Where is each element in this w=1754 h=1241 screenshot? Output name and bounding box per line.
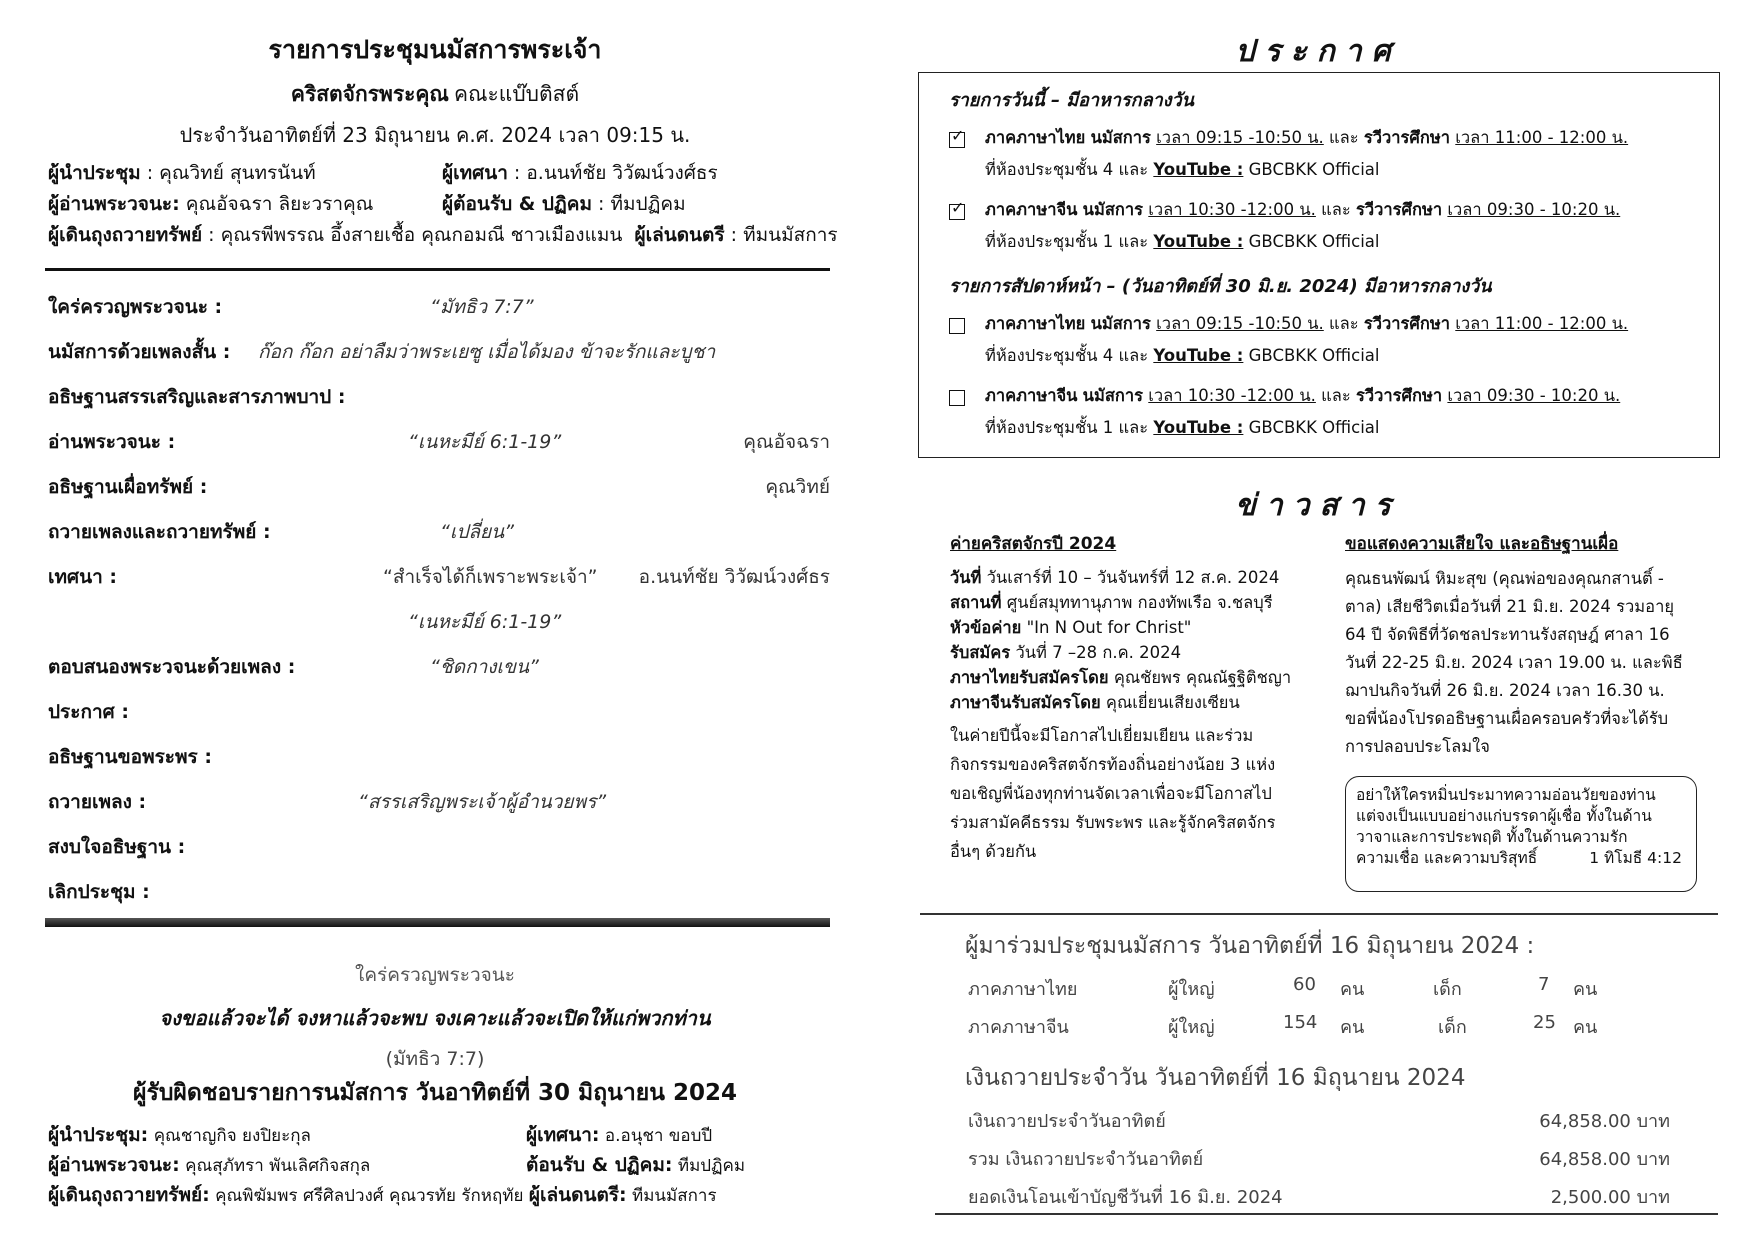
program-row: ใคร่ครวญพระวจนะ : “มัทธิว 7:7” <box>48 296 534 318</box>
schedule-box <box>918 72 1720 458</box>
next-week-schedule-title: รายการสัปดาห์หน้า – (วันอาทิตย์ที่ 30 มิ.ย. 2024) มีอาหารกลางวัน <box>949 276 1492 297</box>
schedule-item: ภาคภาษาจีน นมัสการ เวลา 10:30 -12:00 น. และ รวีวารศึกษา เวลา 09:30 - 10:20 น. ที่ห้องประชุมชั้น 1 และ YouTube : GBCBKK Official <box>949 383 1709 443</box>
offering-row: รวม เงินถวายประจำวันอาทิตย์ 64,858.00 บาท <box>968 1149 1670 1170</box>
thick-divider <box>45 918 830 927</box>
attendance-title: ผู้มาร่วมประชุมนมัสการ วันอาทิตย์ที่ 16 มิถุนายน 2024 : <box>965 933 1535 959</box>
camp-detail: รับสมัคร วันที่ 7 –28 ก.ค. 2024 <box>950 643 1182 662</box>
next-week-title: ผู้รับผิดชอบรายการนมัสการ วันอาทิตย์ที่ 30 มิถุนายน 2024 <box>133 1080 737 1106</box>
attendance-row: ภาคภาษาจีน ผู้ใหญ่ 154 คน เด็ก 25 คน <box>968 1012 1598 1038</box>
camp-detail: ภาษาจีนรับสมัครโดย คุณเยี่ยนเสียงเซียน <box>950 693 1240 712</box>
announcements-heading: ประกาศ <box>1235 34 1401 69</box>
condolence-body: คุณธนพัฒน์ หิมะสุข (คุณพ่อของคุณกสานติ์ - ตาล) เสียชีวิตเมื่อวันที่ 21 มิ.ย. 2024 รวมอายุ 64 ปี จัดพิธีที่วัดชลประทานรังสฤษฎ์ ศาลา 16 วันที่ 22-25 มิ.ย. 2024 เวลา 19.00 น. และพิธี ฌาปนกิจวันที่ 26 มิ.ย. 2024 เวลา 16.30 น. ขอพี่น้องโปรดอธิษฐานเผื่อครอบครัวที่จะได้รับ การปลอบประโลมใจ <box>1345 569 1683 756</box>
bible-verse-box: อย่าให้ใครหมิ่นประมาทความอ่อนวัยของท่าน แต่จงเป็นแบบอย่างแก่บรรดาผู้เชื่อ ทั้งในด้าน วาจาและการประพฤติ ทั้งในด้านความรัก ความเชื่อ และความบริสุทธิ์ 1 ทิโมธี 4:12 <box>1345 776 1697 892</box>
nw-reader-line: ผู้อ่านพระวจนะ: คุณสุภัทรา พันเลิศกิจสกุล <box>48 1154 371 1176</box>
denomination: คณะแบ๊บติสต์ <box>454 82 580 106</box>
schedule-item: ภาคภาษาไทย นมัสการ เวลา 09:15 -10:50 น. และ รวีวารศึกษา เวลา 11:00 - 12:00 น. ที่ห้องประชุมชั้น 4 และ YouTube : GBCBKK Official <box>949 311 1709 371</box>
church-name: คริสตจักรพระคุณ <box>290 82 449 106</box>
offering-row: ยอดเงินโอนเข้าบัญชีวันที่ 16 มิ.ย. 2024 2,500.00 บาท <box>968 1187 1670 1208</box>
next-week-staff <box>48 1120 838 1230</box>
program-row: อธิษฐานสรรเสริญและสารภาพบาป : <box>48 386 346 408</box>
program-row: นมัสการด้วยเพลงสั้น : ก๊อก ก๊อก อย่าลืมว่าพระเยซู เมื่อได้มอง ข้าจะรักและบูชา <box>48 341 716 363</box>
offering-row: เงินถวายประจำวันอาทิตย์ 64,858.00 บาท <box>968 1111 1670 1132</box>
offering-line: ผู้เดินถุงถวายทรัพย์ : คุณรพีพรรณ อึ้งสายเชื้อ คุณกอมณี ชาวเมืองแมน ผู้เล่นดนตรี : ทีมนมัสการ <box>48 224 838 246</box>
preacher-line: ผู้เทศนา : อ.นนท์ชัย วิวัฒน์วงศ์ธร <box>442 162 718 184</box>
camp-detail: หัวข้อค่าย "In N Out for Christ" <box>950 618 1192 637</box>
schedule-item: ✓ ภาคภาษาไทย นมัสการ เวลา 09:15 -10:50 น. และ รวีวารศึกษา เวลา 11:00 - 12:00 น. ที่ห้องประชุมชั้น 4 และ YouTube : GBCBKK Official <box>949 125 1709 185</box>
church-line <box>40 78 830 111</box>
condolence-title: ขอแสดงความเสียใจ และอธิษฐานเผื่อ <box>1345 534 1619 554</box>
condolence-news <box>1345 532 1715 761</box>
camp-news <box>950 532 1330 866</box>
verse-ref: 1 ทิโมธี 4:12 <box>1589 849 1682 867</box>
program-row: อธิษฐานเผื่อทรัพย์ : คุณวิทย์ <box>48 476 830 498</box>
program-row: “เนหะมีย์ 6:1-19” <box>408 611 562 633</box>
header <box>40 30 830 151</box>
nw-leader-line: ผู้นำประชุม: คุณชาญกิจ ยงปิยะกุล <box>48 1124 311 1146</box>
program-row: ประกาศ : <box>48 701 129 723</box>
program-row: เลิกประชุม : <box>48 881 150 903</box>
program-row: เทศนา : “สำเร็จได้ก็เพราะพระเจ้า” อ.นนท์ชัย วิวัฒน์วงศ์ธร <box>48 566 830 588</box>
news-heading: ข่าวสาร <box>1235 488 1401 523</box>
checkbox-empty-icon <box>949 318 965 334</box>
meditation-heading: ใคร่ครวญพระวจนะ <box>355 964 515 986</box>
meditation-block <box>40 960 830 1074</box>
camp-detail: สถานที่ ศูนย์สมุททานุภาพ กองทัพเรือ จ.ชลบุรี <box>950 593 1273 612</box>
schedule-item: ✓ ภาคภาษาจีน นมัสการ เวลา 10:30 -12:00 น. และ รวีวารศึกษา เวลา 09:30 - 10:20 น. ที่ห้องประชุมชั้น 1 และ YouTube : GBCBKK Official <box>949 197 1709 257</box>
bulletin-title: รายการประชุมนมัสการพระเจ้า <box>268 35 602 64</box>
checkbox-checked-icon <box>949 132 965 148</box>
service-date: ประจำวันอาทิตย์ที่ 23 มิถุนายน ค.ศ. 2024 เวลา 09:15 น. <box>179 123 691 147</box>
staff-block <box>48 158 838 258</box>
divider <box>920 913 1718 915</box>
camp-body: ในค่ายปีนี้จะมีโอกาสไปเยี่ยมเยียน และร่วม กิจกรรมของคริสตจักรท้องถิ่นอย่างน้อย 3 แห่ง ขอเชิญพี่น้องทุกท่านจัดเวลาเพื่อจะมีโอกาสไป ร่วมสามัคคีธรรม รับพระพร และรู้จักคริสตจักร อื่นๆ ด้วยกัน <box>950 726 1276 861</box>
camp-detail: ภาษาไทยรับสมัครโดย คุณชัยพร คุณณัฐฐิติชญา <box>950 668 1292 687</box>
camp-title: ค่ายคริสตจักรปี 2024 <box>950 534 1117 554</box>
camp-detail: วันที่ วันเสาร์ที่ 10 – วันจันทร์ที่ 12 ส.ค. 2024 <box>950 568 1280 587</box>
divider <box>935 1213 1718 1215</box>
program-row: ตอบสนองพระวจนะด้วยเพลง : “ชิดกางเขน” <box>48 656 539 678</box>
usher-line: ผู้ต้อนรับ & ปฏิคม : ทีมปฏิคม <box>442 193 686 215</box>
offering-title: เงินถวายประจำวัน วันอาทิตย์ที่ 16 มิถุนายน 2024 <box>965 1065 1466 1091</box>
today-title: รายการวันนี้ – มีอาหารกลางวัน <box>949 90 1194 111</box>
program-row: สงบใจอธิษฐาน : <box>48 836 186 858</box>
program-row: ถวายเพลง : “สรรเสริญพระเจ้าผู้อำนวยพร” <box>48 791 607 813</box>
program-row: ถวายเพลงและถวายทรัพย์ : “เปลี่ยน” <box>48 521 515 543</box>
nw-offering-line: ผู้เดินถุงถวายทรัพย์: คุณพิฆัมพร ศรีศิลปวงศ์ คุณวรทัย รักหฤทัย ผู้เล่นดนตรี: ทีมนมัสการ <box>48 1184 717 1206</box>
program-row: อ่านพระวจนะ : “เนหะมีย์ 6:1-19” คุณอัจฉรา <box>48 431 830 453</box>
attendance-row: ภาคภาษาไทย ผู้ใหญ่ 60 คน เด็ก 7 คน <box>968 974 1598 1000</box>
nw-preacher-line: ผู้เทศนา: อ.อนุชา ขอบปี <box>526 1124 713 1146</box>
meditation-ref: (มัทธิว 7:7) <box>385 1048 485 1070</box>
divider <box>45 268 830 271</box>
checkbox-empty-icon <box>949 390 965 406</box>
leader-line: ผู้นำประชุม : คุณวิทย์ สุนทรนันท์ <box>48 162 316 184</box>
reader-line: ผู้อ่านพระวจนะ: คุณอัจฉรา ลิยะวราคุณ <box>48 193 374 215</box>
checkbox-checked-icon <box>949 204 965 220</box>
meditation-verse: จงขอแล้วจะได้ จงหาแล้วจะพบ จงเคาะแล้วจะเปิดให้แก่พวกท่าน <box>159 1006 711 1030</box>
nw-usher-line: ต้อนรับ & ปฏิคม: ทีมปฏิคม <box>526 1154 746 1176</box>
program-row: อธิษฐานขอพระพร : <box>48 746 212 768</box>
